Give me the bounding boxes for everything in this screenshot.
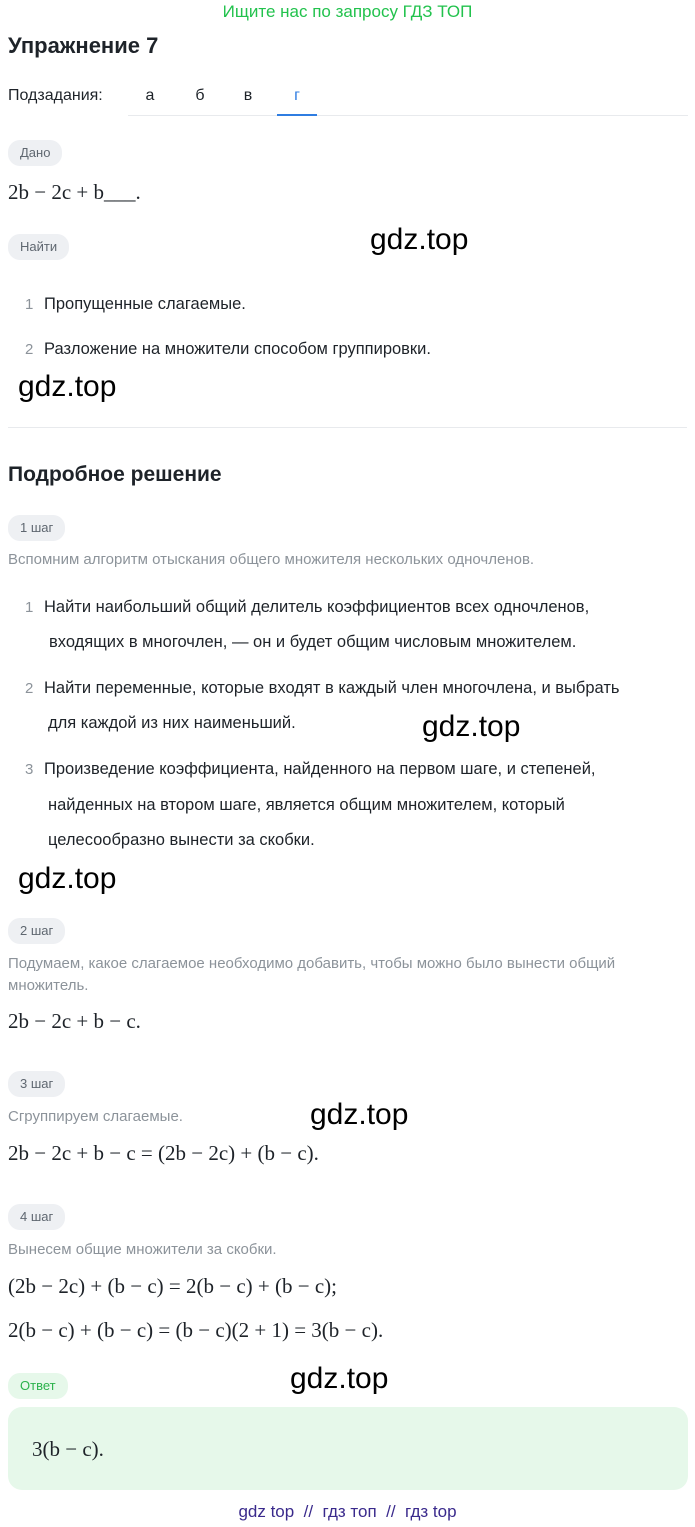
step1-intro: Вспомним алгоритм отыскания общего множителя нескольких одночленов. (8, 551, 535, 568)
find-item-number: 1 (25, 296, 34, 313)
tab-g[interactable]: г (277, 78, 317, 116)
step1-item-line: входящих в многочлен, — он и будет общим числовым множителем. (49, 633, 577, 651)
step1-badge: 1 шаг (8, 515, 65, 541)
find-item-text: Пропущенные слагаемые. (44, 295, 246, 313)
tab-a[interactable]: а (145, 87, 155, 104)
watermark: gdz.top (310, 1098, 409, 1131)
step1-item-line: для каждой из них наименьший. (48, 714, 296, 732)
exercise-title: Упражнение 7 (8, 33, 159, 58)
step3-text: Сгруппируем слагаемые. (8, 1108, 183, 1125)
watermark: gdz.top (422, 710, 521, 743)
step4-badge: 4 шаг (8, 1204, 65, 1230)
find-badge: Найти (8, 234, 69, 260)
step4-text: Вынесем общие множители за скобки. (8, 1241, 277, 1258)
step1-item-line: найденных на втором шаге, является общим множителем, который (48, 796, 565, 814)
step2-text: Подумаем, какое слагаемое необходимо добавить, чтобы можно было вынести общий (8, 955, 616, 972)
step1-item-line: Произведение коэффициента, найденного на первом шаге, и степеней, (44, 760, 596, 778)
step2-badge: 2 шаг (8, 918, 65, 944)
solution-heading: Подробное решение (8, 463, 222, 486)
step4-expression: 2(b − c) + (b − c) = (b − c)(2 + 1) = 3(b − c). (8, 1318, 384, 1342)
step1-item-number: 1 (25, 599, 34, 616)
promo-banner[interactable]: Ищите нас по запросу ГДЗ ТОП (222, 2, 473, 21)
section-divider (8, 427, 687, 428)
watermark: gdz.top (290, 1362, 389, 1395)
step1-item-number: 3 (25, 761, 34, 778)
step1-item-line: целесообразно вынести за скобки. (48, 831, 315, 849)
step1-item-number: 2 (25, 680, 34, 697)
subtasks-tabs (128, 78, 688, 116)
step2-expression: 2b − 2c + b − c. (8, 1009, 141, 1033)
footer-text[interactable]: gdz top // гдз топ // гдз top (238, 1502, 457, 1521)
given-badge: Дано (8, 140, 62, 166)
given-expression: 2b − 2c + b___. (8, 180, 141, 204)
step3-expression: 2b − 2c + b − c = (2b − 2c) + (b − c). (8, 1141, 319, 1165)
find-item-text: Разложение на множители способом группировки. (44, 340, 431, 358)
step1-item-line: Найти переменные, которые входят в каждый член многочлена, и выбрать (44, 679, 620, 697)
footer-links[interactable] (0, 1501, 695, 1523)
step3-badge: 3 шаг (8, 1071, 65, 1097)
tab-v[interactable]: в (243, 87, 253, 104)
tab-b[interactable]: б (195, 87, 205, 104)
watermark: gdz.top (18, 862, 117, 895)
step1-item-line: Найти наибольший общий делитель коэффициентов всех одночленов, (44, 598, 590, 616)
watermark: gdz.top (370, 223, 469, 256)
answer-badge: Ответ (8, 1373, 68, 1399)
answer-box (8, 1407, 688, 1490)
watermark: gdz.top (18, 370, 117, 403)
answer-expression: 3(b − c). (32, 1437, 104, 1461)
step2-text: множитель. (8, 977, 89, 994)
find-item-number: 2 (25, 341, 34, 358)
step4-expression: (2b − 2c) + (b − c) = 2(b − c) + (b − c); (8, 1274, 337, 1298)
subtasks-label: Подзадания: (8, 87, 103, 104)
